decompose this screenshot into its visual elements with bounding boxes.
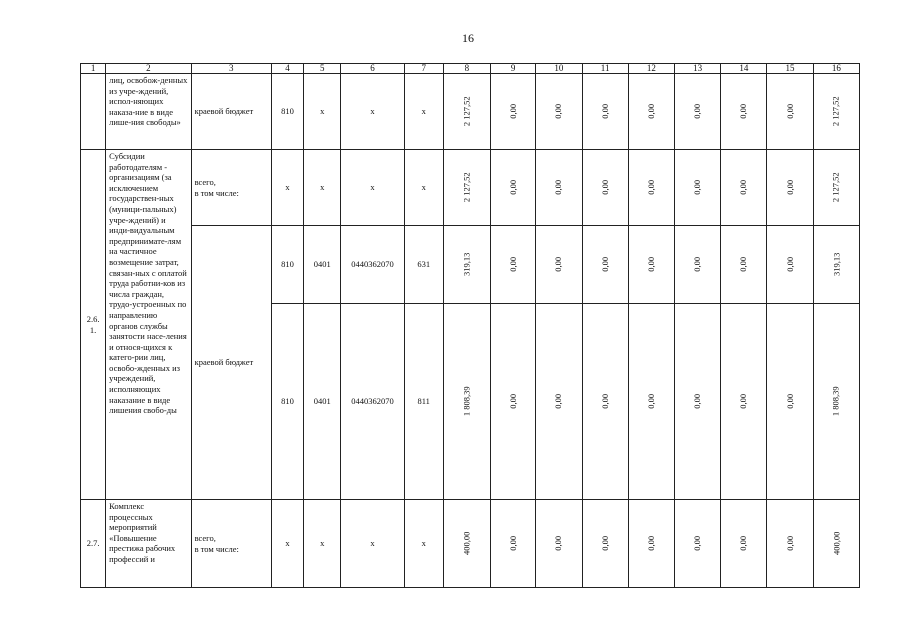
value-text: 0,00 (507, 104, 518, 119)
value-cell (767, 74, 813, 150)
header-cell: 4 (271, 64, 303, 74)
value-cell (536, 500, 582, 588)
value-cell (721, 74, 767, 150)
code-cell: 0440362070 (341, 304, 404, 500)
value-text: 0,00 (646, 394, 657, 409)
value-text: 0,00 (738, 257, 749, 272)
value-text: 0,00 (646, 257, 657, 272)
header-cell: 8 (443, 64, 490, 74)
funding-source: краевой бюджет (191, 226, 271, 500)
value-cell (674, 150, 720, 226)
table-row (81, 226, 860, 304)
value-cell (813, 500, 859, 588)
value-text: 0,00 (553, 394, 564, 409)
value-cell (767, 150, 813, 226)
row-number: 2.6. 1. (81, 150, 106, 500)
value-cell (491, 304, 536, 500)
value-cell (443, 74, 490, 150)
value-cell (628, 500, 674, 588)
header-cell: 15 (767, 64, 813, 74)
value-text: 0,00 (646, 104, 657, 119)
value-text: 0,00 (738, 180, 749, 195)
value-text: 0,00 (692, 536, 703, 551)
header-cell: 3 (191, 64, 271, 74)
row-description: Комплекс процессных мероприятий «Повышение престижа рабочих профессий и (106, 500, 191, 588)
value-text: 0,00 (692, 104, 703, 119)
table-row (81, 74, 860, 150)
value-text: 0,00 (738, 536, 749, 551)
value-cell (813, 226, 859, 304)
code-cell: 811 (404, 304, 443, 500)
value-cell (628, 150, 674, 226)
value-cell (536, 226, 582, 304)
header-cell: 11 (582, 64, 628, 74)
page-number: 16 (462, 31, 474, 45)
value-cell (674, 304, 720, 500)
code-cell: 810 (271, 226, 303, 304)
value-text: 0,00 (553, 180, 564, 195)
header-cell: 1 (81, 64, 106, 74)
value-cell (767, 500, 813, 588)
value-cell (491, 500, 536, 588)
header-cell: 13 (674, 64, 720, 74)
value-text: 2 127,52 (831, 96, 842, 127)
value-text: 0,00 (553, 257, 564, 272)
value-cell (628, 304, 674, 500)
row-description: Субсидии работодателям - организациям (за исключением государствен-ных (муници-пальных) учре-ждений) и инди-видуальным предпринимате-лям на частичное возмещение затрат, связан-ных с оплатой труда работни-ков из числа граждан, трудо-устроенных по направлению органов службы занятости насе-ления и относя-щихся к катего-рии лиц, освобо-жденных из учреждений, исполняющих наказание в виде лишения свобо-ды (106, 150, 191, 500)
value-cell (491, 226, 536, 304)
header-cell: 2 (106, 64, 191, 74)
code-cell: x (404, 500, 443, 588)
value-text: 0,00 (646, 536, 657, 551)
code-cell: x (304, 74, 341, 150)
value-cell (491, 150, 536, 226)
header-cell: 14 (721, 64, 767, 74)
code-cell: x (341, 150, 404, 226)
header-cell: 7 (404, 64, 443, 74)
header-cell: 9 (491, 64, 536, 74)
code-cell: 810 (271, 74, 303, 150)
value-cell (582, 304, 628, 500)
value-cell (443, 500, 490, 588)
value-text: 0,00 (784, 536, 795, 551)
value-cell (813, 304, 859, 500)
value-text: 0,00 (599, 104, 610, 119)
value-cell (491, 74, 536, 150)
code-cell: 0440362070 (341, 226, 404, 304)
value-cell (582, 500, 628, 588)
value-text: 319,13 (461, 252, 472, 277)
header-row (81, 64, 860, 74)
value-cell (767, 304, 813, 500)
value-text: 0,00 (646, 180, 657, 195)
value-cell (674, 74, 720, 150)
value-cell (582, 150, 628, 226)
value-text: 2 127,52 (831, 172, 842, 203)
value-text: 0,00 (507, 257, 518, 272)
value-cell (721, 304, 767, 500)
value-text: 0,00 (599, 257, 610, 272)
value-text: 0,00 (784, 257, 795, 272)
budget-table (80, 63, 860, 588)
value-text: 1 808,39 (461, 386, 472, 417)
value-cell (536, 304, 582, 500)
value-text: 0,00 (784, 394, 795, 409)
code-cell: x (404, 74, 443, 150)
value-text: 0,00 (553, 536, 564, 551)
value-cell (443, 226, 490, 304)
row-number: 2.7. (81, 500, 106, 588)
code-cell: 0401 (304, 226, 341, 304)
code-cell: x (304, 500, 341, 588)
value-text: 0,00 (692, 257, 703, 272)
value-text: 2 127,52 (461, 96, 472, 127)
value-text: 0,00 (507, 394, 518, 409)
value-text: 0,00 (692, 394, 703, 409)
value-text: 1 808,39 (831, 386, 842, 417)
value-text: 400,00 (831, 531, 842, 556)
code-cell: x (341, 500, 404, 588)
value-text: 0,00 (738, 394, 749, 409)
table-row (81, 500, 860, 588)
value-text: 400,00 (461, 531, 472, 556)
value-text: 0,00 (507, 180, 518, 195)
value-text: 0,00 (599, 394, 610, 409)
row-number (81, 74, 106, 150)
header-cell: 16 (813, 64, 859, 74)
value-cell (674, 500, 720, 588)
code-cell: x (404, 150, 443, 226)
funding-source: краевой бюджет (191, 74, 271, 150)
code-cell: 0401 (304, 304, 341, 500)
value-cell (536, 150, 582, 226)
value-cell (582, 226, 628, 304)
value-text: 0,00 (784, 104, 795, 119)
value-cell (628, 226, 674, 304)
funding-source: всего, в том числе: (191, 150, 271, 226)
value-cell (443, 150, 490, 226)
value-text: 0,00 (553, 104, 564, 119)
value-cell (813, 74, 859, 150)
value-text: 0,00 (738, 104, 749, 119)
code-cell: x (304, 150, 341, 226)
row-description: лиц, освобож-денных из учре-ждений, испол-няющих наказа-ние в виде лише-ния свободы» (106, 74, 191, 150)
value-cell (628, 74, 674, 150)
value-cell (813, 150, 859, 226)
code-cell: x (271, 500, 303, 588)
value-text: 0,00 (784, 180, 795, 195)
value-text: 0,00 (692, 180, 703, 195)
value-cell (443, 304, 490, 500)
value-cell (674, 226, 720, 304)
funding-source: всего, в том числе: (191, 500, 271, 588)
value-text: 0,00 (507, 536, 518, 551)
value-cell (721, 500, 767, 588)
value-cell (767, 226, 813, 304)
header-cell: 6 (341, 64, 404, 74)
value-cell (536, 74, 582, 150)
header-cell: 10 (536, 64, 582, 74)
code-cell: x (271, 150, 303, 226)
value-text: 0,00 (599, 180, 610, 195)
table-row (81, 150, 860, 226)
header-cell: 12 (628, 64, 674, 74)
value-cell (582, 74, 628, 150)
header-cell: 5 (304, 64, 341, 74)
value-text: 0,00 (599, 536, 610, 551)
code-cell: x (341, 74, 404, 150)
value-text: 319,13 (831, 252, 842, 277)
value-text: 2 127,52 (461, 172, 472, 203)
code-cell: 631 (404, 226, 443, 304)
value-cell (721, 150, 767, 226)
code-cell: 810 (271, 304, 303, 500)
value-cell (721, 226, 767, 304)
